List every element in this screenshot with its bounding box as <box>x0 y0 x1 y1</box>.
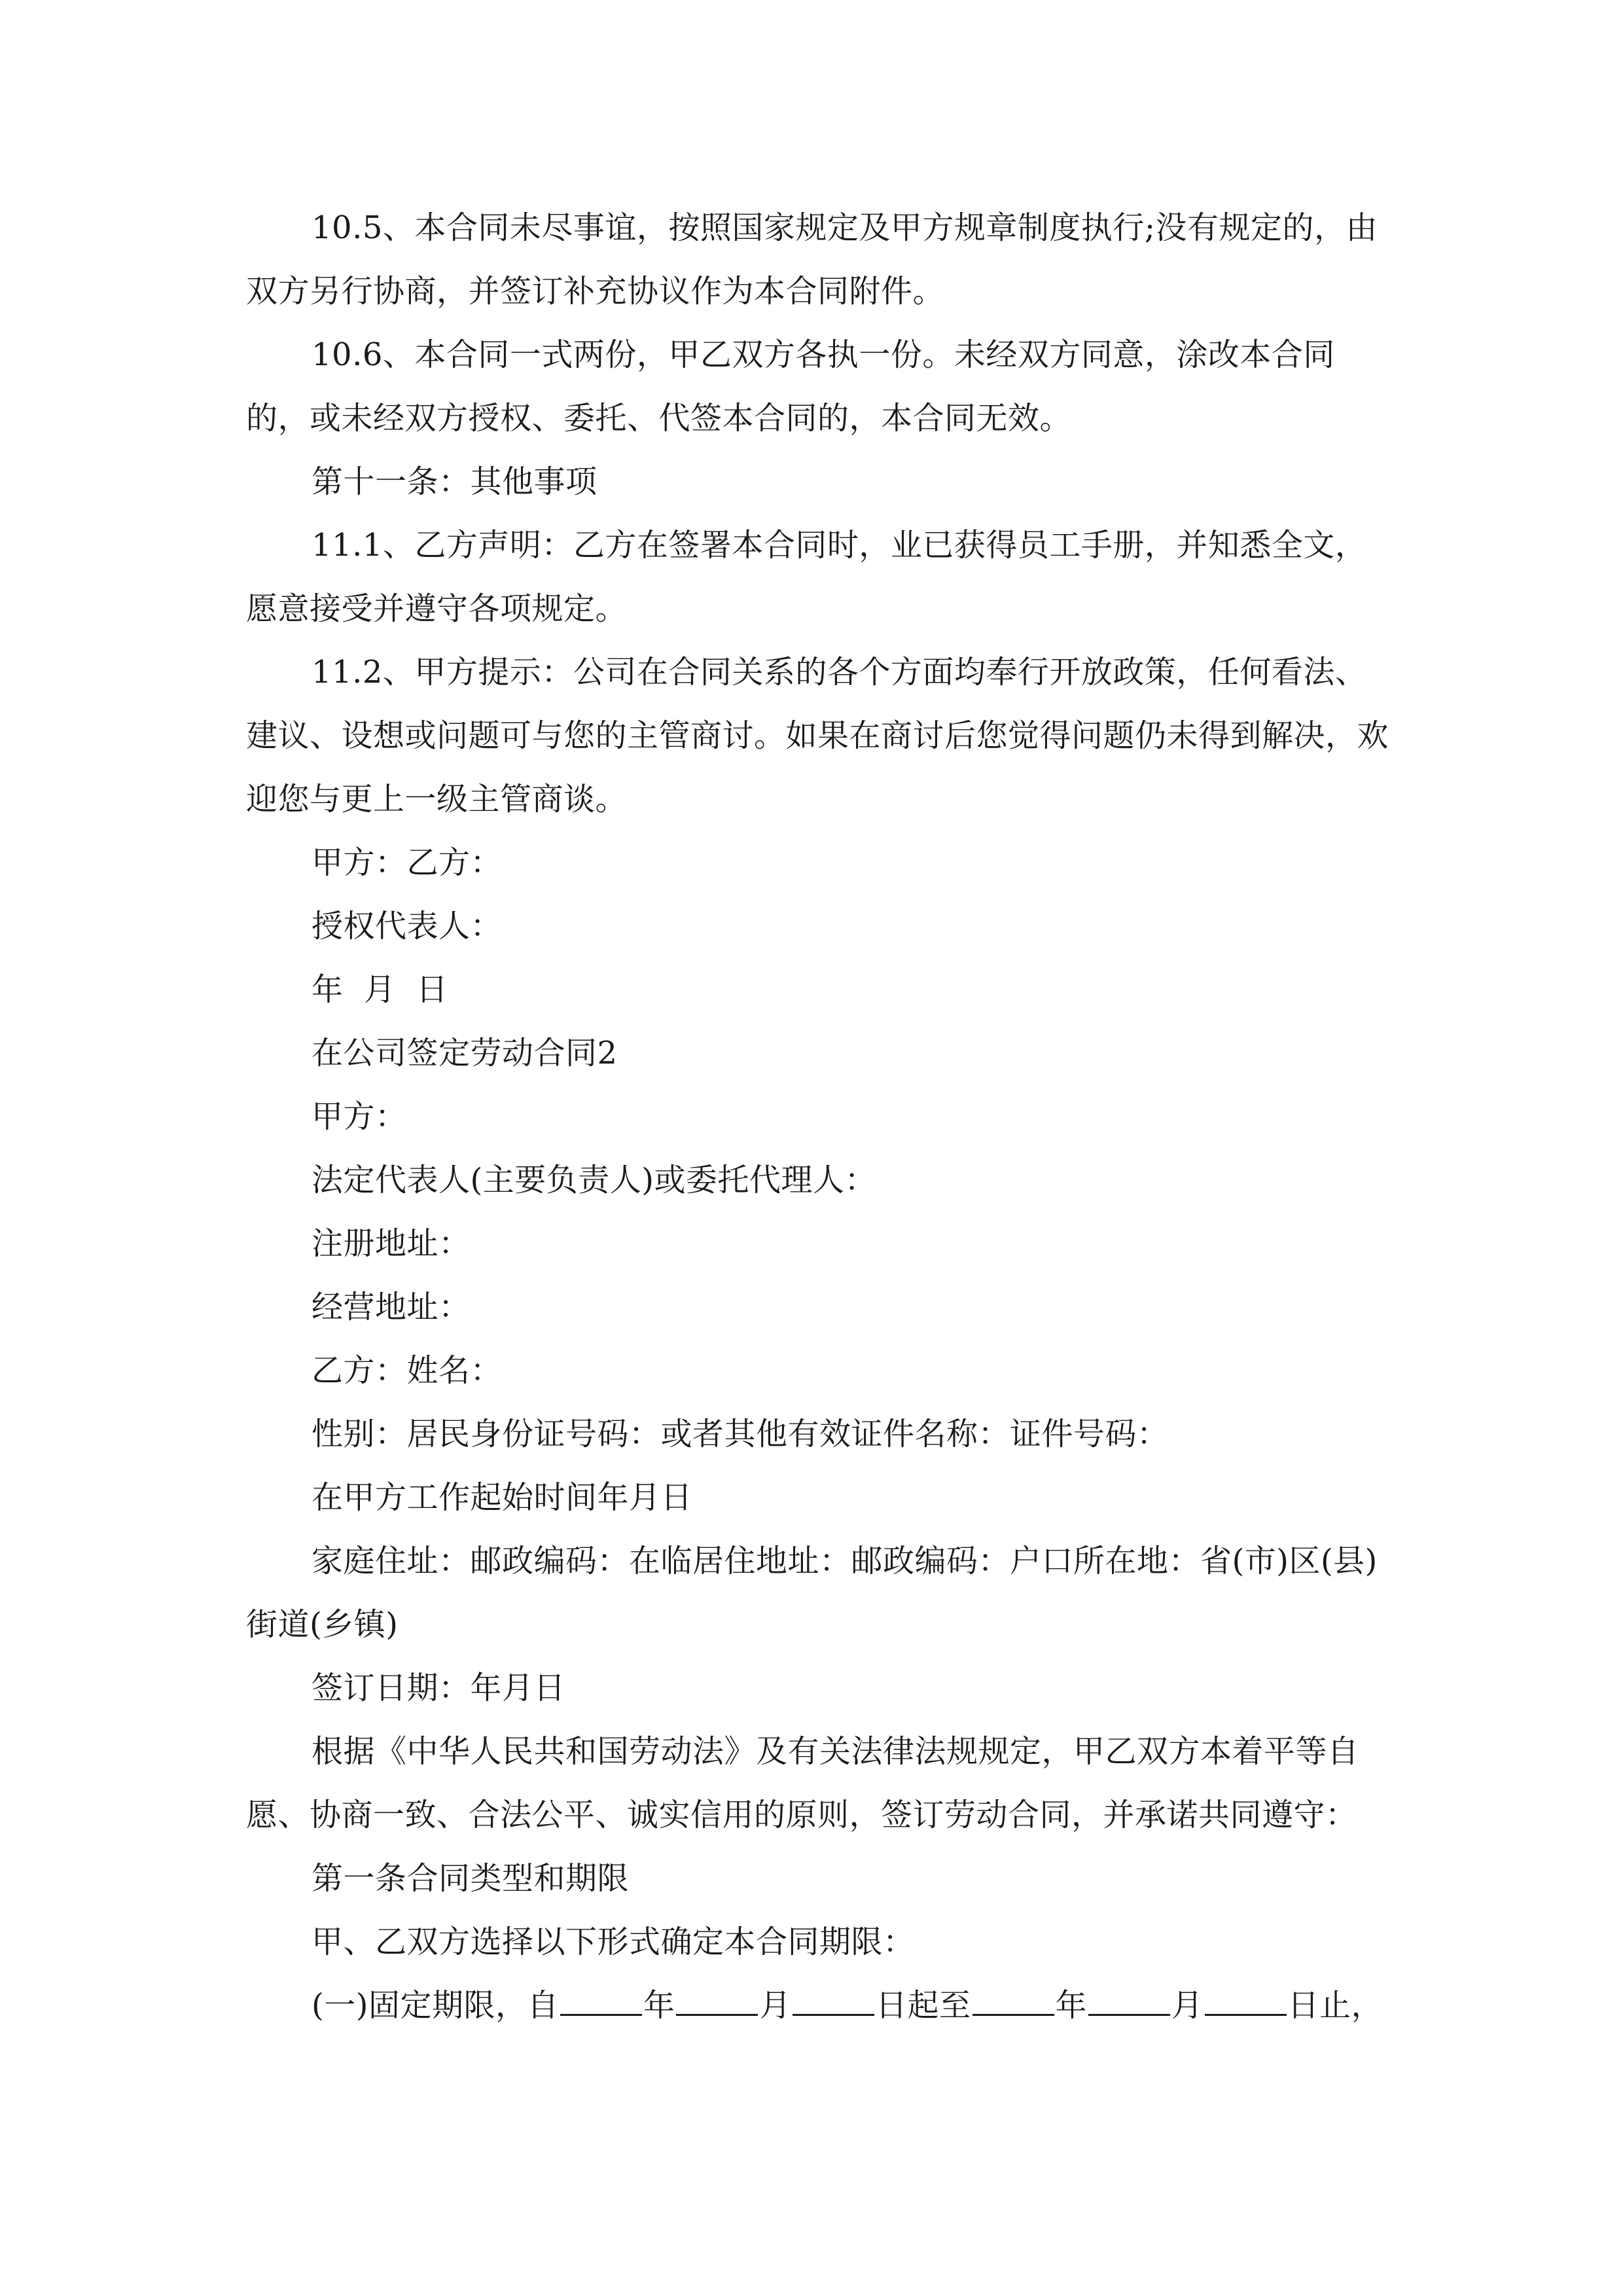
party-a-line: 甲方： <box>312 1098 407 1135</box>
day-to-label: 日起至 <box>876 1987 971 2024</box>
start-day-blank[interactable] <box>793 1988 874 2016</box>
end-month-blank[interactable] <box>1088 1988 1170 2016</box>
month-label-2: 月 <box>1171 1987 1204 2024</box>
clause-10-5: 10.5、本合同未尽事谊，按照国家规定及甲方规章制度执行;没有规定的，由双方另行协商，并签订补充协议作为本合同附件。 <box>246 209 1378 310</box>
party-signature-line: 甲方：乙方： <box>312 844 503 881</box>
year-label-2: 年 <box>1055 1987 1088 2024</box>
preamble-paragraph: 根据《中华人民共和国劳动法》及有关法律法规规定，甲乙双方本着平等自愿、协商一致、合法公平、诚实信用的原则，签订劳动合同，并承诺共同遵守： <box>246 1733 1359 1833</box>
start-month-blank[interactable] <box>676 1988 758 2016</box>
fixed-term-line <box>246 1974 1398 2037</box>
clause-11-1: 11.1、乙方声明：乙方在签署本合同时，业已获得员工手册，并知悉全文，愿意接受并遵守各项规定。 <box>246 527 1367 627</box>
year-label: 年 <box>643 1987 675 2024</box>
end-year-blank[interactable] <box>972 1988 1054 2016</box>
party-b-name-line: 乙方：姓名： <box>312 1352 503 1389</box>
article-1-heading: 第一条合同类型和期限 <box>312 1860 630 1897</box>
month-label: 月 <box>759 1987 791 2024</box>
authorized-representative-line: 授权代表人： <box>312 908 503 944</box>
article-11-heading: 第十一条：其他事项 <box>312 463 597 500</box>
end-day-blank[interactable] <box>1205 1988 1287 2016</box>
home-address-line: 家庭住址：邮政编码：在临居住地址：邮政编码：户口所在地：省(市)区(县)街道(乡镇) <box>246 1543 1378 1643</box>
day-end-label: 日止， <box>1287 1987 1383 2024</box>
gender-id-line: 性别：居民身份证号码：或者其他有效证件名称：证件号码： <box>312 1416 1169 1452</box>
clause-11-2: 11.2、甲方提示：公司在合同关系的各个方面均奉行开放政策，任何看法、建议、设想或问题可与您的主管商讨。如果在商讨后您觉得问题仍未得到解决，欢迎您与更上一级主管商谈。 <box>246 654 1389 817</box>
registered-address-line: 注册地址： <box>312 1225 471 1262</box>
contract-2-title: 在公司签定劳动合同2 <box>312 1035 618 1071</box>
start-year-blank[interactable] <box>560 1988 642 2016</box>
clause-10-6: 10.6、本合同一式两份，甲乙双方各执一份。未经双方同意，涂改本合同的，或未经双方授权、委托、代签本合同的，本合同无效。 <box>246 336 1335 437</box>
start-date-line: 在甲方工作起始时间年月日 <box>312 1479 693 1516</box>
date-line: 年 月 日 <box>312 971 448 1008</box>
business-address-line: 经营地址： <box>312 1289 471 1325</box>
signing-date-line: 签订日期：年月日 <box>312 1670 566 1706</box>
document-body <box>246 196 1398 2037</box>
legal-representative-line: 法定代表人(主要负责人)或委托代理人： <box>312 1162 876 1198</box>
term-selection-line: 甲、乙双方选择以下形式确定本合同期限： <box>312 1924 915 1960</box>
fixed-term-prefix: (一)固定期限，自 <box>312 1987 559 2024</box>
